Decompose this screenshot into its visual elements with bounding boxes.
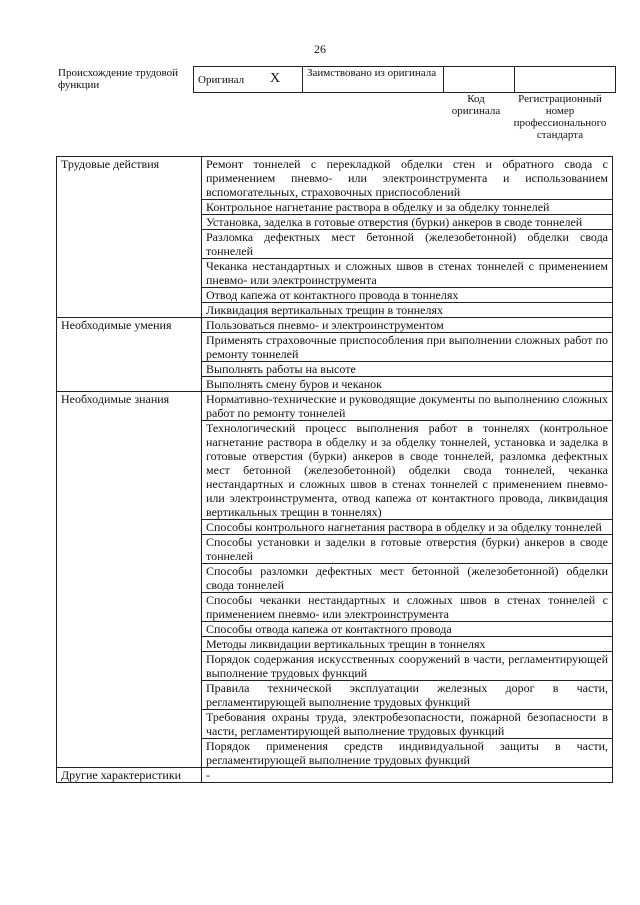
origin-table (193, 66, 616, 93)
borrowed-cell: Заимствовано из оригинала (303, 67, 444, 93)
table-row (57, 392, 613, 421)
page-number: 26 (314, 42, 326, 56)
section-title: Необходимые знания (57, 392, 202, 768)
original-cell (194, 67, 303, 93)
table-row (57, 157, 613, 200)
section-item: Методы ликвидации вертикальных трещин в тоннелях (202, 637, 613, 652)
section-item: Пользоваться пневмо- и электроинструментом (202, 318, 613, 333)
section-item: Ремонт тоннелей с перекладкой обделки стен и обратного свода с применением пневмо- или электроинструмента и использованием вспомогательных, страховочных приспособлений (202, 157, 613, 200)
section-item: Отвод капежа от контактного провода в тоннелях (202, 288, 613, 303)
section-item: Установка, заделка в готовые отверстия (бурки) анкеров в своде тоннелей (202, 215, 613, 230)
code-cell (444, 67, 515, 93)
section-item: Способы отвода капежа от контактного провода (202, 622, 613, 637)
section-item: Способы разломки дефектных мест бетонной (железобетонной) обделки свода тоннелей (202, 564, 613, 593)
section-item: Контрольное нагнетание раствора в обделку и за обделку тоннелей (202, 200, 613, 215)
origin-label: Происхождение трудовой функции (58, 67, 179, 91)
code-caption: Код оригинала (451, 93, 501, 117)
section-item: Выполнять работы на высоте (202, 362, 613, 377)
section-item: Порядок содержания искусственных сооружений в части, регламентирующей выполнение трудовых функций (202, 652, 613, 681)
original-label: Оригинал (198, 73, 245, 86)
section-title: Необходимые умения (57, 318, 202, 392)
section-item: - (202, 768, 613, 783)
labor-functions-table (56, 156, 613, 783)
section-item: Чеканка нестандартных и сложных швов в стенах тоннелей с применением пневмо- или электроинструмента (202, 259, 613, 288)
section-title: Трудовые действия (57, 157, 202, 318)
reg-number-cell (515, 67, 616, 93)
section-item: Порядок применения средств индивидуальной защиты в части, регламентирующей выполнение трудовых функций (202, 739, 613, 768)
original-mark: X (270, 71, 281, 86)
section-item: Выполнять смену буров и чеканок (202, 377, 613, 392)
section-item: Применять страховочные приспособления при выполнении сложных работ по ремонту тоннелей (202, 333, 613, 362)
section-item: Способы контрольного нагнетания раствора в обделку и за обделку тоннелей (202, 520, 613, 535)
table-row (57, 768, 613, 783)
section-item: Технологический процесс выполнения работ в тоннелях (контрольное нагнетание раствора в обделку и за обделку тоннелей, установка и заделка в готовые отверстия (бурки) анкеров в своде тоннелей, разломка дефектных мест бетонной (железобетонной) обделки свода тоннелей, чеканка нестандартных и сложных швов в стенах тоннелей с применением пневмо- или электроинструмента, отвод капежа от контактного провода, ликвидация вертикальных трещин в тоннелях) (202, 421, 613, 520)
section-item: Способы установки и заделки в готовые отверстия (бурки) анкеров в своде тоннелей (202, 535, 613, 564)
reg-number-caption: Регистрационный номер профессионального стандарта (513, 93, 607, 141)
section-item: Нормативно-технические и руководящие документы по выполнению сложных работ по ремонту тоннелей (202, 392, 613, 421)
section-item: Правила технической эксплуатации железных дорог в части, регламентирующей выполнение трудовых функций (202, 681, 613, 710)
section-item: Разломка дефектных мест бетонной (железобетонной) обделки свода тоннелей (202, 230, 613, 259)
section-item: Ликвидация вертикальных трещин в тоннелях (202, 303, 613, 318)
section-item: Требования охраны труда, электробезопасности, пожарной безопасности в части, регламентирующей выполнение трудовых функций (202, 710, 613, 739)
section-title: Другие характеристики (57, 768, 202, 783)
section-item: Способы чеканки нестандартных и сложных швов в стенах тоннелей с применением пневмо- или электроинструмента (202, 593, 613, 622)
table-row (57, 318, 613, 333)
